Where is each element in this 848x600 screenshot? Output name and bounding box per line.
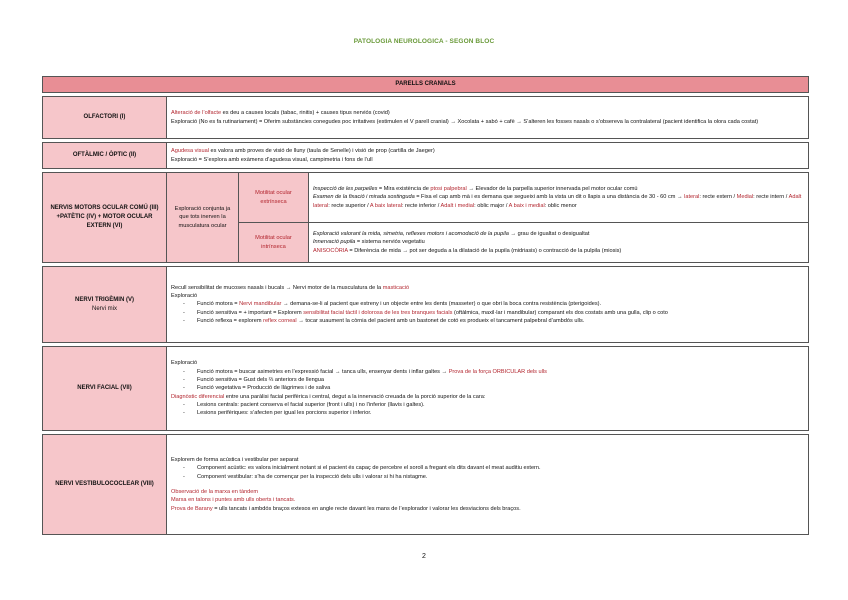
trig-i3b: reflex corneal <box>263 318 297 325</box>
label-motilitat-extrinseca: Motilitat ocular extrínseca <box>239 173 309 223</box>
int-a2: → grau de igualtat o desigualtat <box>508 230 590 237</box>
ext-b6: : recte intern / <box>753 194 789 201</box>
int-b2: = sistema nerviós vegetatiu <box>355 239 425 246</box>
ext-b1: Examen de la fixació i mirada sostinguda <box>313 194 415 201</box>
trig-i2a: Funció sensitiva = + important = Explorem <box>197 309 304 316</box>
int-b1: Innervació pupila <box>313 239 356 246</box>
table-title: PARELLS CRANIALS <box>43 77 809 93</box>
ext-b13: A baix i medial <box>508 202 545 209</box>
label-vestibulo: NERVI VESTIBULOCOCLEAR (VIII) <box>43 435 167 535</box>
vest-l1: Explorem de forma acústica i vestibular per separat <box>171 456 299 463</box>
trigemin-title: NERVI TRIGÈMIN (V) <box>75 296 134 303</box>
trig-i2b: sensibilitat facial tàctil i dolorosa de les tres branques facials <box>303 309 453 316</box>
label-motors: NERVIS MOTORS OCULAR COMÚ (III) +PATÈTIC (IV) + MOTOR OCULAR EXTERN (VI) <box>43 173 167 263</box>
vest-r3b: = ulls tancats i ambdós braços extesos en angle recte davant les mans de l’explorador i valorar les desviacions dels braços. <box>212 505 521 512</box>
list-item <box>197 368 804 376</box>
row-olfactori <box>43 97 809 139</box>
page-number: 2 <box>422 553 426 560</box>
ext-b4: : recte extern / <box>699 194 737 201</box>
label-motilitat-intrinseca: Motilitat ocular intrínseca <box>239 223 309 263</box>
row-trigemin <box>43 267 809 343</box>
ext-b14: : oblic menor <box>544 202 577 209</box>
label-olfactori: OLFACTORI (I) <box>43 97 167 139</box>
ext-a1: Inspecció de les parpelles <box>313 185 378 192</box>
list-item <box>197 300 804 308</box>
row-motors-ext <box>43 173 809 223</box>
list-item <box>197 309 804 317</box>
content-optic <box>167 143 809 169</box>
trig-l1a: Recull sensibilitat de mucoses nasals i bucals → Nervi motor de la musculatura de la <box>171 284 383 291</box>
label-facial: NERVI FACIAL (VII) <box>43 347 167 431</box>
list-item <box>197 401 804 409</box>
content-olfactori <box>167 97 809 139</box>
trig-l2: Exploració <box>171 292 198 299</box>
content-motilitat-intrinseca <box>309 223 809 263</box>
row-vestibulo <box>43 435 809 535</box>
trig-i1c: → demana-se-li al pacient que estreny i un objecte entre les dents (masseter) o que obri la boca contra resistència (pterigoides). <box>281 301 602 308</box>
vest-i1: Component acústic: es valora inicialment notant si el pacient és capaç de percebre el soroll a fregant els dits davant el meat auditiu extern. <box>197 465 541 472</box>
optic-text: es valora amb proves de visió de lluny (taula de Senelle) i visió de prop (cartilla de Jaeger) <box>208 148 435 155</box>
facial-i1b: Prova de la força ORBICULAR dels ulls <box>448 368 547 375</box>
ext-b11: Adalt i medial <box>440 202 475 209</box>
trigemin-sublabel: Nervi mix <box>92 305 117 312</box>
vest-r3a: Prova de Barany <box>171 505 213 512</box>
olfactori-text: es deu a causes locals (tabac, rinitis) + causes tipus nerviós (covid) <box>221 110 390 117</box>
trig-i3a: Funció reflexa = explorem <box>197 318 264 325</box>
ext-a3: ptosi palpebral <box>430 185 467 192</box>
int-c1: ANISOCÒRIA <box>313 247 348 254</box>
olfactori-exploracio: Exploració (No es fa rutinariament) = Oferim substàncies conegudes poc irritatives (estimulen el V parell cranial) → Xocolata + sabó + cafè → S’alteren les fosses nasals o s’obsereva la contralateral (pacient identifica la olora cada costat) <box>171 118 759 125</box>
facial-i2: Funció sensitiva = Gust dels ⅔ anteriors de llengua <box>197 376 325 383</box>
facial-l1: Exploració <box>171 360 198 367</box>
ext-b8: : recte superior / <box>328 202 370 209</box>
list-item <box>197 384 804 392</box>
content-trigemin <box>167 267 809 343</box>
ext-b7: Adalt lateral <box>313 194 802 209</box>
table-title-row <box>43 77 809 93</box>
list-item <box>197 376 804 384</box>
vest-i2: Component vestibular: s’ha de començar per la inspecció dels ulls i valorar si hi ha nistagme. <box>197 473 428 480</box>
ext-b3: lateral <box>684 194 700 201</box>
facial-d1: Diagnòstic diferencial <box>171 393 225 400</box>
ext-a2: = Mira existència de <box>377 185 431 192</box>
label-trigemin <box>43 267 167 343</box>
trig-i2c: (oftàlmica, maxil·lar i mandibular) comparant els dos costats amb una gulla, clip o coto <box>452 309 668 316</box>
cranial-nerves-table <box>42 76 809 535</box>
facial-i3: Funció vegetativa = Producció de llàgrimes i de saliva <box>197 385 331 392</box>
facial-j1: Lesions centrals: pacient conserva el facial superior (front i ulls) i no l’inferior (llavis i galtes). <box>197 402 425 409</box>
int-a1: Exploració valorant la mida, simetria, reflexes motors i acomodació de la pupila <box>313 230 509 237</box>
content-motilitat-extrinseca <box>309 173 809 223</box>
vest-r1: Observació de la marxa en tàndem <box>171 489 259 495</box>
ext-a4: → Elevador de la parpella superior innervada pel motor ocular comú <box>466 185 638 192</box>
trig-i1a: Funció motora = <box>197 301 240 308</box>
int-c2: = Diferència de mida → pot ser deguda a la dilatació de la pupila (midriasis) o contracció de la pulpila (miosis) <box>347 247 622 254</box>
facial-d2: entre una paràlisi facial perifèrica i central, degut a la innervació creuada de la porció superior de la cara: <box>224 393 486 400</box>
optic-exploracio: Exploració = S’explora amb exàmens d’agudesa visual, campimetria i fons de l’ull <box>171 156 373 163</box>
facial-j2: Lesions perifèriques: s’afecten per igual les porcions superior i inferior. <box>197 410 372 417</box>
label-optic: OFTÀLMIC / ÒPTIC (II) <box>43 143 167 169</box>
ext-b12: : oblic major / <box>474 202 509 209</box>
list-item <box>197 317 804 325</box>
vest-r2: Marxa en talons i puntes amb ulls oberts i tancats. <box>171 497 296 504</box>
list-item <box>197 409 804 417</box>
trig-l1b: masticació <box>382 284 410 291</box>
content-vestibulo <box>167 435 809 535</box>
row-facial <box>43 347 809 431</box>
trig-i1b: Nervi mandibular <box>239 301 282 308</box>
trig-i3c: → tocar suaument la còrnia del pacient amb un bastonet de cotó es produeix el tancament palpebral d’ambdós ulls. <box>296 318 585 325</box>
ext-b9: A baix lateral <box>369 202 402 209</box>
page-header: PATOLOGIA NEUROLOGICA - SEGON BLOC <box>353 38 495 45</box>
list-item <box>197 464 804 472</box>
list-item <box>197 473 804 481</box>
ext-b5: Medial <box>736 194 754 201</box>
row-optic <box>43 143 809 169</box>
optic-red: Agudesa visual <box>171 148 209 155</box>
facial-i1a: Funció motora = buscar asimetries en l’expressió facial → tanca ulls, ensenyar dents i inflar galtes → <box>197 368 449 375</box>
ext-b10: : recte inferior / <box>401 202 441 209</box>
content-facial <box>167 347 809 431</box>
label-exploracio-conjunta: Exploració conjunta ja que tots inerven la musculatura ocular <box>167 173 239 263</box>
olfactori-red: Alteració de l’olfacte <box>171 110 222 117</box>
ext-b2: = Fixa el cap amb mà i es demana que segueixi amb la vista un dit o llapis a una distància de 30 - 60 cm → <box>414 194 685 201</box>
